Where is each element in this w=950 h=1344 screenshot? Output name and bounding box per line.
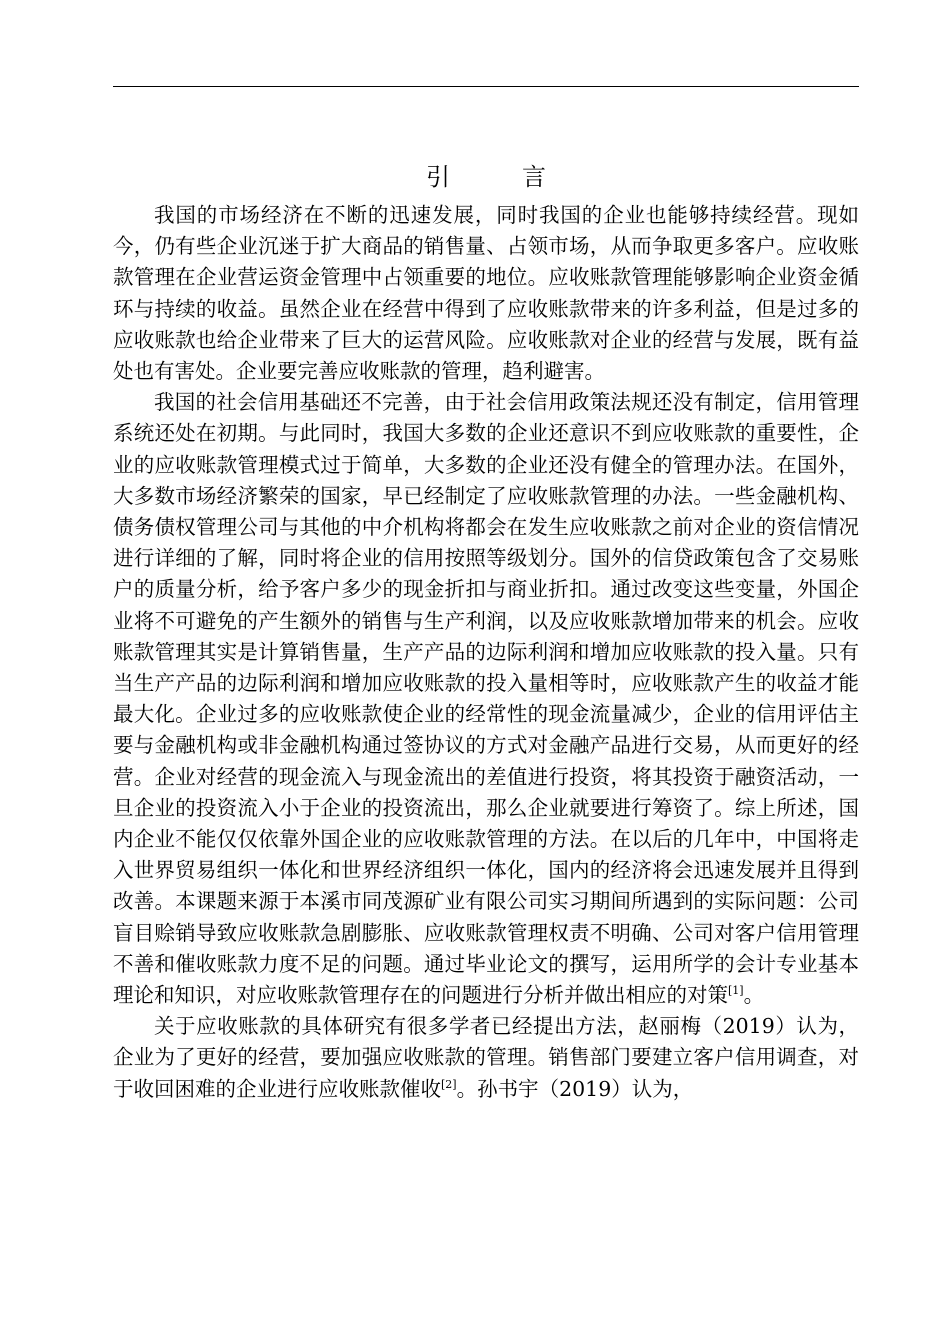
paragraph-2-tail: 。	[743, 983, 765, 1008]
header-rule	[113, 86, 859, 87]
citation-2: [2]	[441, 1077, 457, 1091]
paragraph-3	[113, 1011, 859, 1105]
paragraph-1	[113, 200, 859, 387]
paragraph-2-text: 我国的社会信用基础还不完善，由于社会信用政策法规还没有制定，信用管理系统还处在初期。与此同时，我国大多数的企业还意识不到应收账款的重要性，企业的应收账款管理模式过于简单，大多数的企业还没有健全的管理办法。在国外，大多数市场经济繁荣的国家，早已经制定了应收账款管理的办法。一些金融机构、债务债权管理公司与其他的中介机构将都会在发生应收账款之前对企业的资信情况进行详细的了解，同时将企业的信用按照等级划分。国外的信贷政策包含了交易账户的质量分析，给予客户多少的现金折扣与商业折扣。通过改变这些变量，外国企业将不可避免的产生额外的销售与生产利润，以及应收账款增加带来的机会。应收账款管理其实是计算销售量，生产产品的边际利润和增加应收账款的投入量。只有当生产产品的边际利润和增加应收账款的投入量相等时，应收账款产生的收益才能最大化。企业过多的应收账款使企业的经常性的现金流量减少，企业的信用评估主要与金融机构或非金融机构通过签协议的方式对金融产品进行交易，从而更好的经营。企业对经营的现金流入与现金流出的差值进行投资，将其投资于融资活动，一旦企业的投资流入小于企业的投资流出，那么企业就要进行筹资了。综上所述，国内企业不能仅仅依靠外国企业的应收账款管理的方法。在以后的几年中，中国将走入世界贸易组织一体化和世界经济组织一体化，国内的经济将会迅速发展并且得到改善。本课题来源于本溪市同茂源矿业有限公司实习期间所遇到的实际问题：公司盲目赊销导致应收账款急剧膨胀、应收账款管理权责不明确、公司对客户信用管理不善和催收账款力度不足的问题。通过毕业论文的撰写，运用所学的会计专业基本理论和知识，对应收账款管理存在的问题进行分析并做出相应的对策	[113, 390, 859, 1008]
citation-1: [1]	[728, 984, 744, 998]
paragraph-2	[113, 387, 859, 1011]
paragraph-3-tail: 。孙书宇（2019）认为，	[456, 1076, 694, 1101]
body-text	[113, 200, 859, 1105]
paragraph-1-text: 我国的市场经济在不断的迅速发展，同时我国的企业也能够持续经营。现如今，仍有些企业沉迷于扩大商品的销售量、占领市场，从而争取更多客户。应收账款管理在企业营运资金管理中占领重要的地位。应收账款管理能够影响企业资金循环与持续的收益。虽然企业在经营中得到了应收账款带来的许多利益，但是过多的应收账款也给企业带来了巨大的运营风险。应收账款对企业的经营与发展，既有益处也有害处。企业要完善应收账款的管理，趋利避害。	[113, 203, 859, 384]
paragraph-3-text: 关于应收账款的具体研究有很多学者已经提出方法，赵丽梅（2019）认为，企业为了更好的经营，要加强应收账款的管理。销售部门要建立客户信用调查，对于收回困难的企业进行应收账款催收	[113, 1014, 859, 1101]
section-title: 引 言	[426, 163, 570, 191]
